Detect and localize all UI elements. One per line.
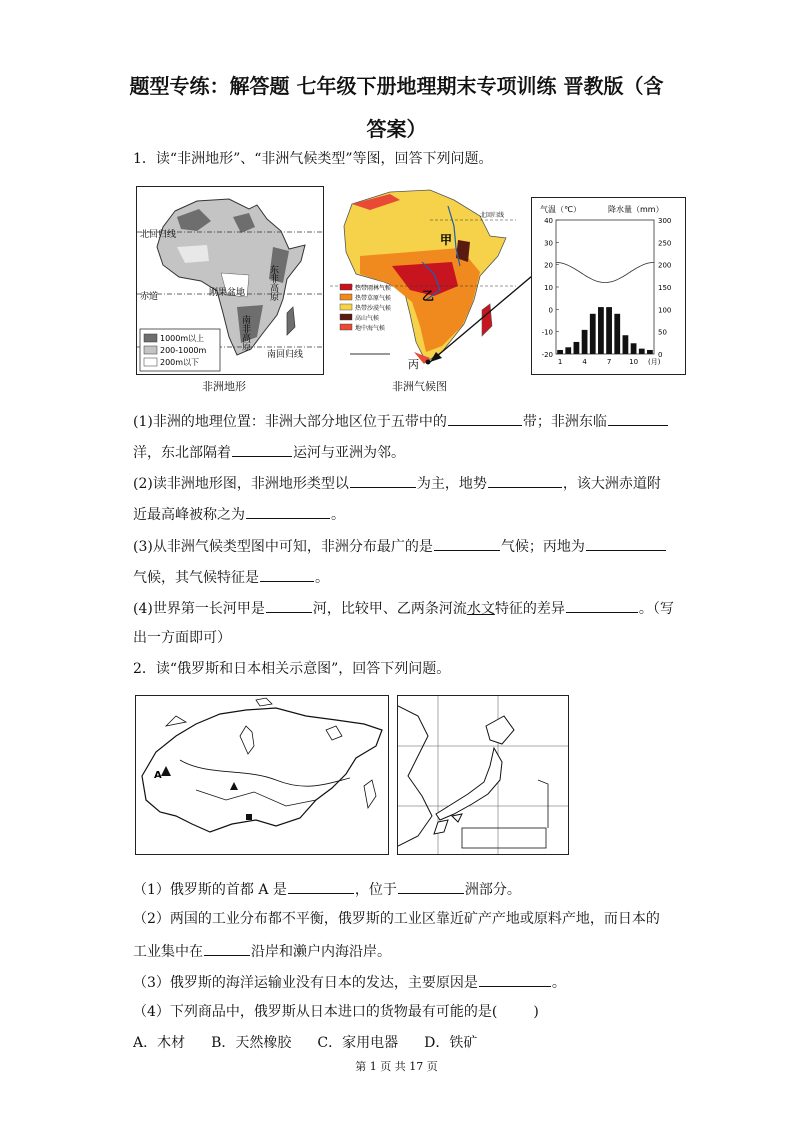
label-capital-a: A	[154, 770, 162, 781]
precip-bar	[647, 350, 653, 354]
legend-highland: 高山气候	[355, 315, 380, 322]
q1-sub3-line2: 气候，其气候特征是 。	[133, 566, 329, 588]
page-title-line1: 题型专练：解答题 七年级下册地理期末专项训练 晋教版（含	[129, 74, 664, 98]
chart-month-tick: 10	[629, 358, 639, 366]
blank-q1-3a[interactable]	[434, 535, 500, 551]
blank-q2-2[interactable]	[204, 940, 250, 956]
q1-sub1-line1: (1)非洲的地理位置：非洲大部分地区位于五带中的 带；非洲东临	[133, 410, 669, 432]
option-c[interactable]: C．家用电器	[317, 1035, 399, 1051]
page-footer: 第 1 页 共 17 页	[355, 1060, 438, 1073]
chart-right-tick: 50	[658, 328, 667, 337]
temperature-curve	[556, 262, 654, 282]
legend-rainforest: 热带雨林气候	[355, 285, 392, 292]
pointer-arrow	[420, 272, 540, 372]
q2-sub1: （1）俄罗斯的首都 A 是 ，位于 洲部分。	[133, 878, 521, 900]
precip-bar	[582, 330, 588, 354]
chart-left-tick: -10	[541, 328, 553, 337]
q2-sub3: （3）俄罗斯的海洋运输业没有日本的发达，主要原因是 。	[133, 971, 566, 993]
blank-q1-3c[interactable]	[260, 566, 314, 582]
option-b[interactable]: B．天然橡胶	[211, 1035, 292, 1051]
precip-bar	[639, 349, 645, 354]
precip-bar	[606, 307, 612, 354]
q2-stem: 2．读“俄罗斯和日本相关示意图”，回答下列问题。	[133, 661, 451, 677]
chart-left-tick: -20	[541, 351, 553, 359]
japan-map	[397, 695, 569, 855]
q2-sub2-line1: （2）两国的工业分布都不平衡，俄罗斯的工业区靠近矿产产地或原料产地，而日本的	[133, 911, 660, 927]
precip-bar	[557, 350, 563, 354]
chart-left-tick: 40	[544, 217, 553, 225]
chart-precip-label: 降水量（mm）	[608, 205, 664, 214]
blank-q1-2c[interactable]	[246, 503, 330, 519]
q1-sub3-line1: (3)从非洲气候类型图中可知，非洲分布最广的是 气候；丙地为	[133, 535, 667, 557]
precip-bar	[623, 335, 629, 354]
q1-sub2-line2: 近最高峰被称之为 。	[133, 503, 345, 525]
blank-q1-1b[interactable]	[608, 410, 668, 426]
chart-temp-label: 气温（℃）	[540, 205, 581, 214]
blank-q2-3[interactable]	[479, 971, 551, 987]
chart-month-tick: 4	[582, 358, 587, 366]
blank-q1-4b[interactable]	[566, 597, 638, 613]
q2-sub2-line2: 工业集中在 沿岸和濑户内海沿岸。	[133, 940, 391, 962]
chart-right-tick: 300	[658, 217, 672, 225]
q1-stem: 1．读“非洲地形”、“非洲气候类型”等图，回答下列问题。	[133, 151, 493, 167]
legend-savanna: 热带草原气候	[355, 295, 392, 302]
climate-chart	[531, 197, 686, 375]
page-title-line2: 答案）	[366, 117, 427, 141]
chart-month-unit: (月)	[648, 358, 661, 366]
precip-bar	[631, 343, 637, 354]
blank-q1-2b[interactable]	[488, 472, 562, 488]
label-yi: 乙	[422, 289, 435, 303]
chart-right-tick: 0	[658, 351, 663, 359]
blank-q1-1a[interactable]	[448, 410, 522, 426]
blank-q1-4a[interactable]	[266, 597, 312, 613]
blank-q2-1b[interactable]	[398, 878, 464, 894]
legend-low: 200m以下	[160, 358, 200, 367]
chart-left-tick: 0	[548, 306, 553, 315]
precip-bar	[565, 347, 571, 354]
chart-right-tick: 100	[658, 306, 672, 315]
label-south-plateau: 南非高原	[240, 315, 250, 351]
precip-bar	[598, 307, 604, 354]
blank-q1-2a[interactable]	[350, 472, 416, 488]
precip-bar	[590, 314, 596, 354]
africa-terrain-map	[136, 186, 324, 375]
label-tropic-north: 北回归线	[140, 230, 177, 240]
russia-map	[135, 695, 389, 855]
blank-q2-1a[interactable]	[288, 878, 354, 894]
chart-right-tick: 200	[658, 261, 672, 270]
label-equator: 赤道	[140, 292, 159, 302]
q1-sub4-line2: 出一方面即可）	[133, 630, 231, 646]
q2-sub4: （4）下列商品中，俄罗斯从日本进口的货物最有可能的是( )	[133, 1004, 539, 1020]
q1-sub4-line1: (4)世界第一长河甲是 河，比较甲、乙两条河流水文特征的差异 。（写	[133, 597, 674, 619]
label-tropic-south: 南回归线	[267, 350, 304, 360]
blank-q1-1c[interactable]	[232, 441, 292, 457]
label-jia: 甲	[440, 233, 453, 247]
label-congo-basin: 刚果盆地	[209, 288, 246, 298]
climate-caption: 非洲气候图	[392, 380, 447, 393]
option-d[interactable]: D．铁矿	[424, 1035, 478, 1051]
legend-desert: 热带沙漠气候	[355, 305, 392, 312]
chart-right-tick: 250	[658, 239, 672, 248]
legend-mediterranean: 地中海气候	[355, 325, 386, 332]
label-bing: 丙	[408, 358, 419, 371]
blank-q1-3b[interactable]	[586, 535, 666, 551]
q1-sub1-line2: 洋，东北部隔着 运河与亚洲为邻。	[133, 441, 405, 463]
q2-options	[133, 1033, 503, 1053]
precip-bar	[574, 342, 580, 354]
chart-left-tick: 20	[544, 261, 553, 270]
chart-right-tick: 150	[658, 284, 672, 292]
q1-sub2-line1: (2)读非洲地形图，非洲地形类型以 为主，地势 ，该大洲赤道附	[133, 472, 661, 494]
legend-mid: 200-1000m	[160, 346, 207, 355]
option-a[interactable]: A．木材	[133, 1035, 186, 1051]
precip-bar	[614, 314, 620, 354]
label-east-plateau: 东非高原	[268, 265, 278, 301]
terrain-caption: 非洲地形	[202, 380, 246, 393]
legend-high: 1000m以上	[160, 334, 205, 343]
chart-left-tick: 30	[544, 239, 553, 248]
chart-month-tick: 1	[557, 358, 563, 366]
climate-top-label: 北回归线	[480, 212, 505, 219]
chart-left-tick: 10	[544, 284, 553, 292]
chart-month-tick: 7	[606, 358, 612, 366]
